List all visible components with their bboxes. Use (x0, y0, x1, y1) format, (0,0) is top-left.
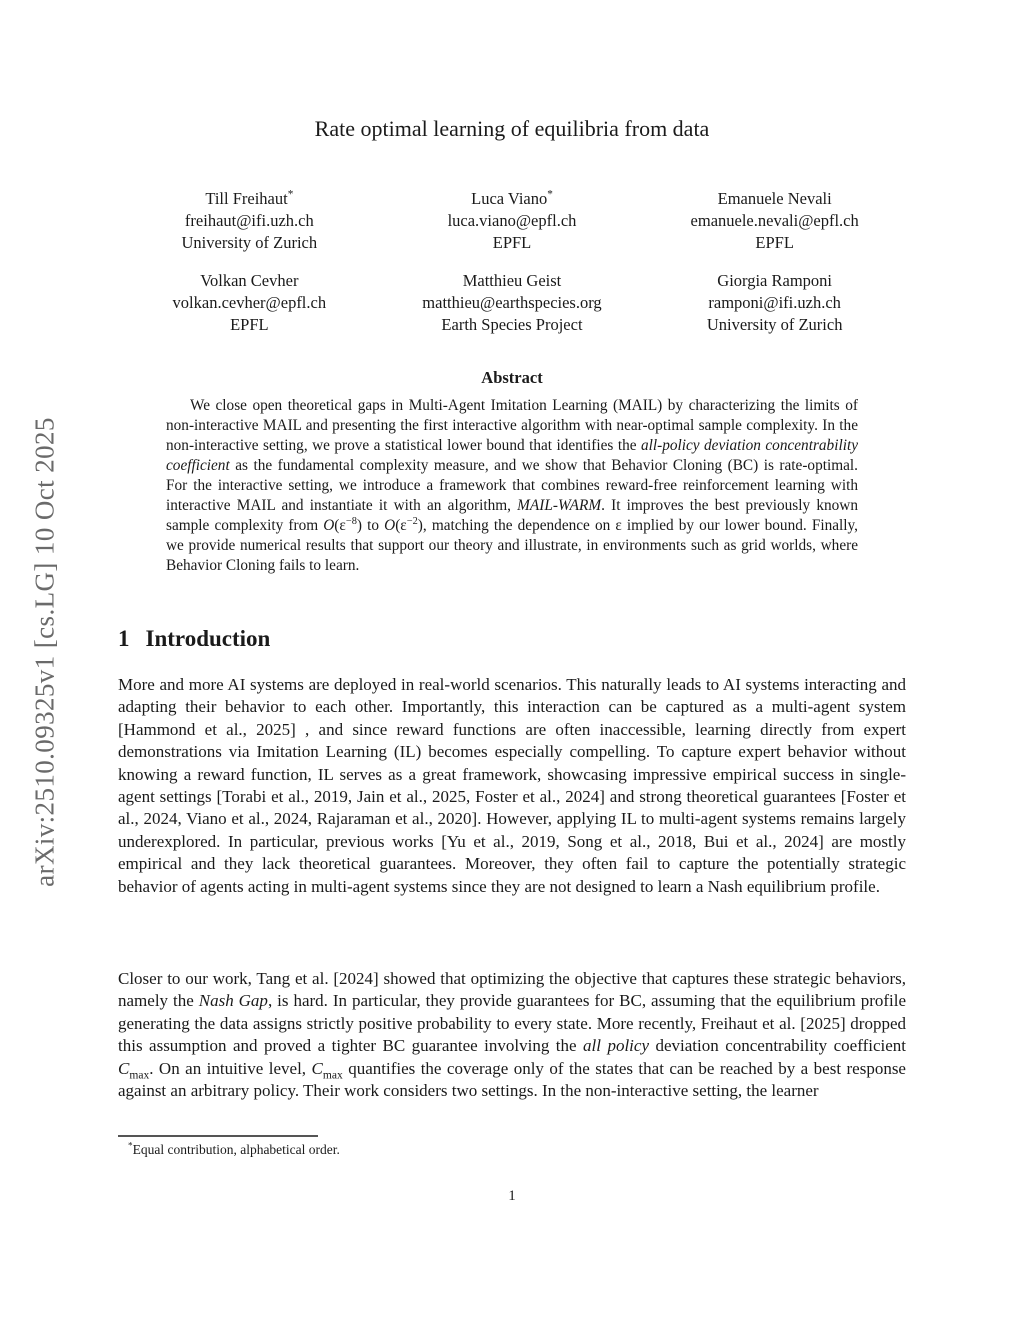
author-name (381, 188, 644, 210)
author-name (643, 270, 906, 292)
author-affiliation: University of Zurich (706, 315, 843, 334)
author-name-text: Volkan Cevher (200, 271, 299, 290)
footnote-text: Equal contribution, alphabetical order. (132, 1142, 340, 1157)
author-email: volkan.cevher@epfl.ch (172, 293, 327, 312)
author-nevali (643, 188, 906, 254)
author-name-text: Luca Viano (471, 189, 548, 208)
abstract-heading: Abstract (481, 368, 543, 387)
paper-title: Rate optimal learning of equilibria from data (314, 116, 710, 141)
author-block (118, 188, 906, 336)
page-number: 1 (508, 1188, 516, 1204)
arxiv-watermark: arXiv:2510.09325v1 [cs.LG] 10 Oct 2025 (29, 417, 60, 887)
author-email: luca.viano@epfl.ch (447, 211, 577, 230)
author-footnote-mark: * (287, 188, 294, 201)
author-viano (381, 188, 644, 254)
author-email: freihaut@ifi.uzh.ch (184, 211, 314, 230)
section-heading-introduction (118, 626, 270, 652)
author-name-text: Matthieu Geist (462, 271, 562, 290)
author-name (118, 188, 381, 210)
author-footnote-mark: * (547, 188, 553, 201)
footnote (118, 1142, 906, 1158)
author-name-text: Emanuele Nevali (717, 189, 832, 208)
author-name (118, 270, 381, 292)
footnote-mark: * (128, 1140, 133, 1151)
author-email: emanuele.nevali@epfl.ch (690, 211, 859, 230)
author-name (381, 270, 644, 292)
author-cevher (118, 270, 381, 336)
author-email: ramponi@ifi.uzh.ch (708, 293, 841, 312)
author-freihaut (118, 188, 381, 254)
author-affiliation: Earth Species Project (441, 315, 583, 334)
section-title: Introduction (145, 626, 271, 651)
abstract-text: We close open theoretical gaps in Multi-Agent Imitation Learning (MAIL) by characterizing the limits of non-interactive MAIL and presenting the first interactive algorithm with near-optimal sample complexity. In the non-interactive setting, we prove a statistical lower bound that identifies the all-policy deviation concentrability coefficient as the fundamental complexity measure, and we show that Behavior Cloning (BC) is rate-optimal. For the interactive setting, we introduce a framework that combines reward-free reinforcement learning with interactive MAIL and instantiate it with an algorithm, MAIL-WARM. It improves the best previously known sample complexity from $O(\varepsilon^{-8})$ to $O(\varepsilon^{-2})$, matching the dependence on ε implied by our lower bound. Finally, we provide numerical results that support our theory and illustrate, in environments such as grid worlds, where Behavior Cloning fails to learn. (166, 397, 858, 574)
intro-paragraph-2: Closer to our work, Tang et al. [2024] showed that optimizing the objective that captures these strategic behaviors, namely the Nash Gap, is hard. In particular, they provide guarantees for BC, assuming that the equilibrium profile generating the data assigns strictly positive probability to every state. More recently, Freihaut et al. [2025] dropped this assumption and proved a tighter BC guarantee involving the all policy deviation concentrability coefficient $C_{max}$. On an intuitive level, $C_{max}$ quantifies the coverage only of the states that can be reached by a best response against an arbitrary policy. Their work considers two settings. In the non-interactive setting, the learner (118, 969, 907, 1101)
author-email: matthieu@earthspecies.org (422, 293, 602, 312)
section-number: 1 (118, 626, 130, 651)
author-affiliation: University of Zurich (181, 233, 318, 252)
author-affiliation: EPFL (230, 315, 269, 334)
author-name-text: Giorgia Ramponi (717, 271, 833, 290)
author-affiliation: EPFL (492, 233, 532, 252)
author-ramponi (643, 270, 906, 336)
author-name (643, 188, 906, 210)
author-name-text: Till Freihaut (205, 189, 288, 208)
author-geist (381, 270, 644, 336)
author-affiliation: EPFL (755, 233, 794, 252)
footnote-rule (118, 1135, 318, 1137)
intro-paragraph-1: More and more AI systems are deployed in real-world scenarios. This naturally leads to AI systems interacting and adapting their behavior to each other. Importantly, this interaction can be captured as a multi-agent system [Hammond et al., 2025] , and since reward functions are often inaccessible, learning directly from expert demonstrations via Imitation Learning (IL) becomes especially compelling. To capture expert behavior without knowing a reward function, IL serves as a great framework, showcasing impressive empirical success in single-agent settings [Torabi et al., 2019, Jain et al., 2025, Foster et al., 2024] and strong theoretical guarantees [Foster et al., 2024, Viano et al., 2024, Rajaraman et al., 2020]. However, applying IL to multi-agent systems remains largely underexplored. In particular, previous works [Yu et al., 2019, Song et al., 2018, Bui et al., 2024] are mostly empirical and they lack theoretical guarantees. Moreover, they often fail to capture the potentially strategic behavior of agents acting in multi-agent systems since they are not designed to learn a Nash equilibrium profile. (118, 675, 906, 896)
